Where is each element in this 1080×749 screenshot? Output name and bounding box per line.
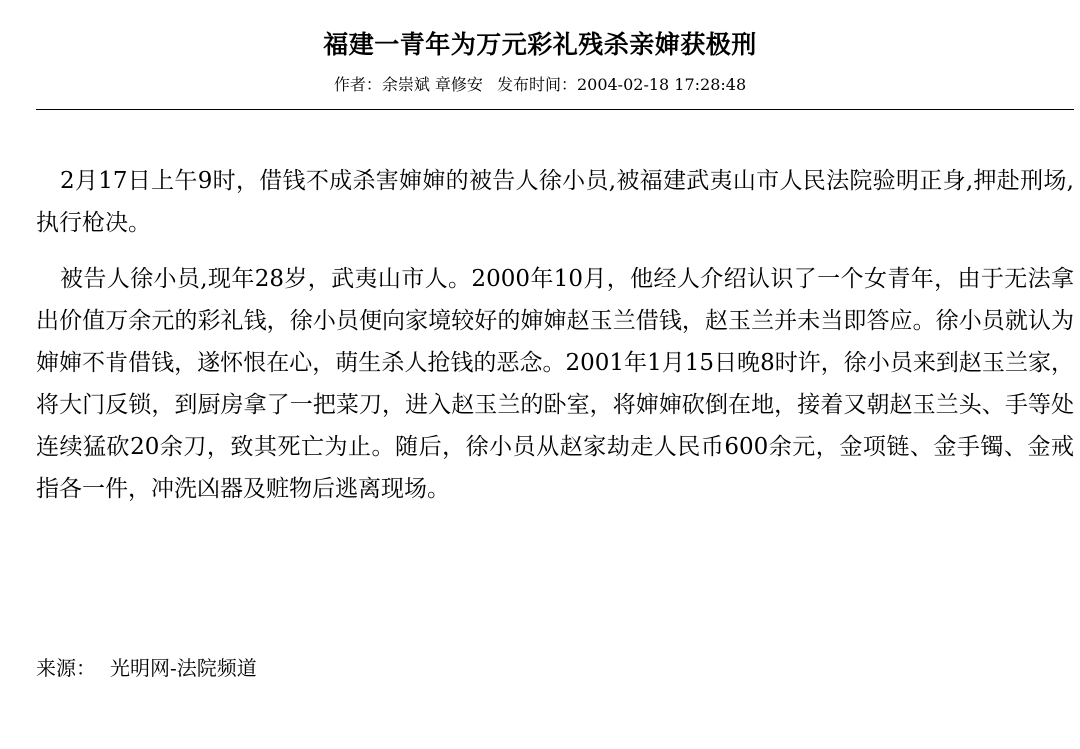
paragraph: 被告人徐小员,现年28岁，武夷山市人。2000年10月，他经人介绍认识了一个女青年，由于无法拿出价值万余元的彩礼钱，徐小员便向家境较好的婶婶赵玉兰借钱，赵玉兰并未当即答应。徐小员就认为婶婶不肯借钱，遂怀恨在心，萌生杀人抢钱的恶念。2001年1月15日晚8时许，徐小员来到赵玉兰家，将大门反锁，到厨房拿了一把菜刀，进入赵玉兰的卧室，将婶婶砍倒在地，接着又朝赵玉兰头、手等处连续猛砍20余刀，致其死亡为止。随后，徐小员从赵家劫走人民币600余元，金项链、金手镯、金戒指各一件，冲洗凶器及赃物后逃离现场。 bbox=[36, 266, 1074, 502]
article-title: 福建一青年为万元彩礼残杀亲婶获极刑 bbox=[323, 30, 757, 59]
article-meta bbox=[0, 74, 1080, 96]
paragraph: 2月17日上午9时，借钱不成杀害婶婶的被告人徐小员,被福建武夷山市人民法院验明正身,押赴刑场,执行枪决。 bbox=[36, 168, 1074, 236]
source-label: 来源： bbox=[36, 656, 96, 680]
source-value: 光明网-法院频道 bbox=[110, 656, 257, 680]
publish-label: 发布时间： bbox=[496, 75, 577, 94]
article-body bbox=[36, 160, 1074, 524]
header-divider bbox=[36, 109, 1074, 110]
publish-time: 2004-02-18 17:28:48 bbox=[576, 75, 747, 94]
author-label: 作者： bbox=[333, 75, 382, 94]
article-source bbox=[36, 654, 257, 682]
author-names: 余崇斌 章修安 bbox=[381, 75, 483, 94]
